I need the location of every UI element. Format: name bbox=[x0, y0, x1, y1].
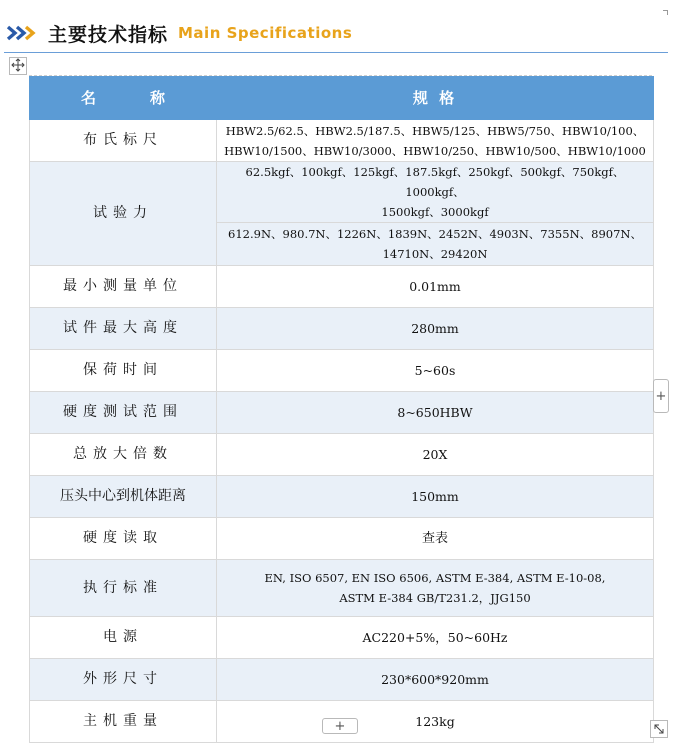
row-label: 外形尺寸 bbox=[30, 659, 217, 701]
table-row bbox=[30, 617, 654, 659]
table-row bbox=[30, 434, 654, 476]
row-label: 执行标准 bbox=[30, 560, 217, 617]
value-line: 1500kgf、3000kgf bbox=[381, 205, 489, 219]
row-label: 最小测量单位 bbox=[30, 266, 217, 308]
row-value: 8~650HBW bbox=[217, 392, 654, 434]
row-label: 试件最大高度 bbox=[30, 308, 217, 350]
row-value bbox=[217, 162, 654, 223]
row-value: AC220+5%，50~60Hz bbox=[217, 617, 654, 659]
row-value: 150mm bbox=[217, 476, 654, 518]
table-row bbox=[30, 560, 654, 617]
table-header-row bbox=[30, 77, 654, 120]
row-label: 压头中心到机体距离 bbox=[30, 476, 217, 518]
table-row bbox=[30, 392, 654, 434]
row-value: 查表 bbox=[217, 518, 654, 560]
row-label: 总放大倍数 bbox=[30, 434, 217, 476]
row-value: 123kg bbox=[217, 701, 654, 743]
table-resize-handle[interactable] bbox=[650, 720, 668, 738]
value-line: 612.9N、980.7N、1226N、1839N、2452N、4903N、7355N、8907N、 bbox=[228, 227, 642, 241]
specifications-table bbox=[29, 76, 654, 743]
move-icon bbox=[11, 57, 25, 76]
table-row bbox=[30, 518, 654, 560]
section-title-cn: 主要技术指标 bbox=[48, 24, 169, 46]
table-row bbox=[30, 350, 654, 392]
value-line: HBW2.5/62.5、HBW2.5/187.5、HBW5/125、HBW5/750、HBW10/100、 bbox=[225, 123, 645, 138]
corner-mark bbox=[663, 10, 668, 15]
table-row bbox=[30, 308, 654, 350]
row-value: 280mm bbox=[217, 308, 654, 350]
table-move-handle[interactable] bbox=[9, 57, 27, 75]
value-line: 62.5kgf、100kgf、125kgf、187.5kgf、250kgf、500kgf、750kgf、1000kgf、 bbox=[245, 165, 625, 199]
table-row bbox=[30, 476, 654, 518]
header-spec-cell: 规 格 bbox=[217, 77, 654, 120]
row-label: 布氏标尺 bbox=[30, 120, 217, 162]
header-name-cell bbox=[30, 77, 217, 120]
add-row-button[interactable]: + bbox=[322, 718, 358, 734]
header-divider bbox=[4, 52, 668, 53]
row-label: 电源 bbox=[30, 617, 217, 659]
row-value bbox=[217, 223, 654, 266]
row-value: 230*600*920mm bbox=[217, 659, 654, 701]
resize-icon bbox=[653, 720, 665, 739]
row-label: 主机重量 bbox=[30, 701, 217, 743]
header-name-left: 名 bbox=[80, 88, 96, 107]
table-row bbox=[30, 120, 654, 162]
row-value: 0.01mm bbox=[217, 266, 654, 308]
section-header bbox=[4, 14, 668, 54]
value-line: EN, ISO 6507, EN ISO 6506, ASTM E-384, ASTM E-10-08, bbox=[264, 571, 606, 585]
value-line: 14710N、29420N bbox=[382, 247, 488, 261]
add-column-button[interactable]: + bbox=[653, 379, 669, 413]
row-value: 5~60s bbox=[217, 350, 654, 392]
row-value bbox=[217, 560, 654, 617]
section-title-en: Main Specifications bbox=[178, 24, 353, 42]
value-line: ASTM E-384 GB/T231.2，JJG150 bbox=[339, 591, 531, 605]
row-label: 硬度测试范围 bbox=[30, 392, 217, 434]
value-line: HBW10/1500、HBW10/3000、HBW10/250、HBW10/500、HBW10/1000 bbox=[224, 143, 646, 158]
double-chevron-icon bbox=[6, 25, 40, 41]
table-row bbox=[30, 162, 654, 223]
table-row bbox=[30, 266, 654, 308]
row-label: 试验力 bbox=[30, 162, 217, 266]
table-row bbox=[30, 659, 654, 701]
header-name-right: 称 bbox=[149, 88, 165, 107]
row-label: 硬度读取 bbox=[30, 518, 217, 560]
row-label: 保荷时间 bbox=[30, 350, 217, 392]
row-value bbox=[217, 120, 654, 162]
row-value: 20X bbox=[217, 434, 654, 476]
